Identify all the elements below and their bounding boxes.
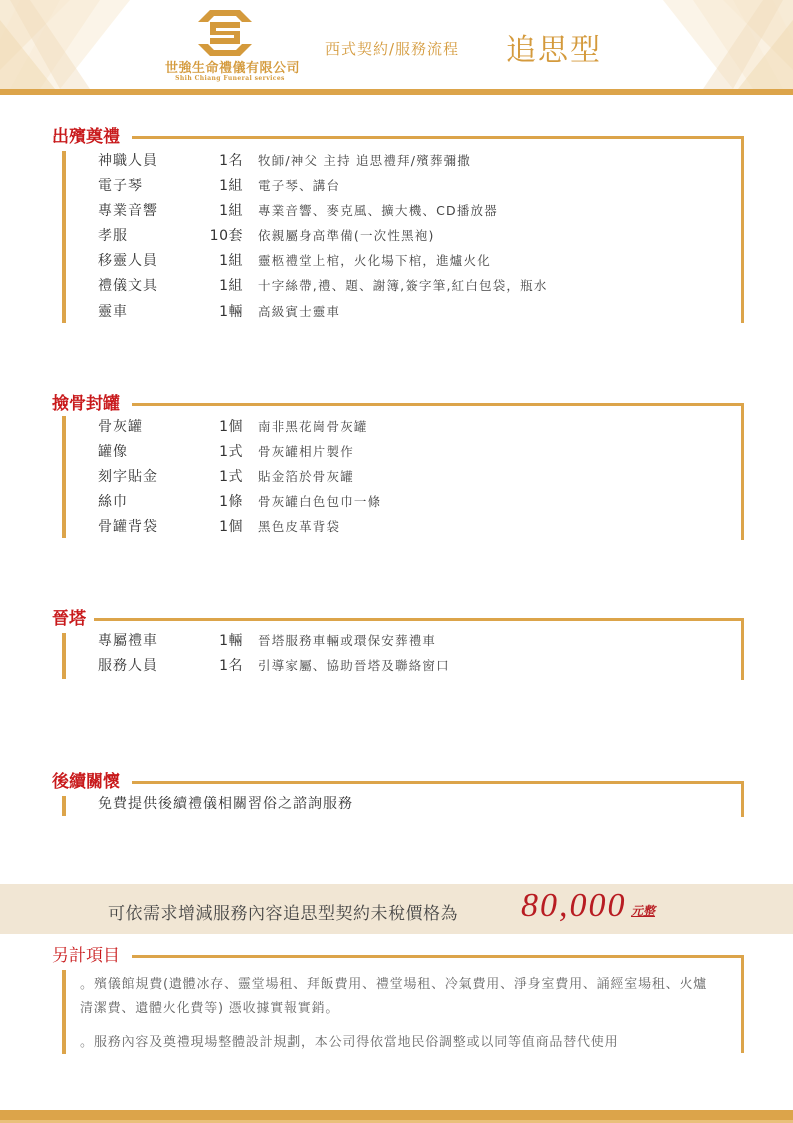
item-qty: 1組 [219, 278, 243, 294]
item-name: 專業音響 [98, 203, 158, 219]
section-columbarium [0, 609, 793, 684]
item-desc: 晉塔服務車輛或環保安葬禮車 [258, 633, 437, 648]
item-name: 罐像 [98, 444, 128, 460]
section-top-rule [132, 781, 744, 784]
section-title: 晉塔 [52, 609, 86, 629]
item-name: 移靈人員 [98, 253, 158, 269]
item-desc: 牧師/神父 主持 追思禮拜/殯葬彌撒 [258, 153, 471, 168]
item-qty: 1名 [219, 658, 243, 674]
item-qty: 1輛 [219, 304, 243, 320]
item-name: 神職人員 [98, 153, 158, 169]
section-title: 出殯奠禮 [52, 127, 120, 147]
item-desc: 十字絲帶,禮、題、謝簿,簽字筆,紅白包袋，瓶水 [258, 278, 548, 293]
item-name: 禮儀文具 [98, 278, 158, 294]
section-left-bar [62, 796, 66, 816]
item-name: 刻字貼金 [98, 469, 158, 485]
item-desc: 南非黑花崗骨灰罐 [258, 419, 368, 434]
item-desc: 依親屬身高準備(一次性黑袍) [258, 228, 435, 243]
item-qty: 1式 [219, 469, 243, 485]
item-name: 電子琴 [98, 178, 143, 194]
section-left-bar [62, 970, 66, 1054]
section-right-rule [741, 403, 744, 540]
section-title: 撿骨封罐 [52, 394, 120, 414]
section-left-bar [62, 151, 66, 323]
item-name: 絲巾 [98, 494, 128, 510]
item-qty: 1組 [219, 253, 243, 269]
section-right-rule [741, 781, 744, 817]
header-divider [0, 89, 793, 95]
item-desc: 專業音響、麥克風、擴大機、CD播放器 [258, 203, 498, 218]
section-right-rule [741, 618, 744, 680]
item-qty: 1名 [219, 153, 243, 169]
extra-charge-item [80, 973, 720, 1021]
price-banner [0, 884, 793, 934]
item-name: 服務人員 [98, 658, 158, 674]
section-left-bar [62, 633, 66, 679]
price-amount: 80,000 [521, 887, 627, 924]
item-qty: 1組 [219, 203, 243, 219]
price-unit: 元整 [631, 904, 656, 918]
item-name: 靈車 [98, 304, 128, 320]
item-desc: 電子琴、講台 [258, 178, 341, 193]
company-name-cn: 世強生命禮儀有限公司 [165, 61, 301, 76]
section-aftercare [0, 772, 793, 822]
price-description: 可依需求增減服務內容追思型契約未稅價格為 [108, 904, 458, 924]
footer-bar [0, 1110, 793, 1120]
item-desc: 貼金箔於骨灰罐 [258, 469, 354, 484]
item-qty: 1組 [219, 178, 243, 194]
item-qty: 10套 [209, 228, 243, 244]
item-name: 骨灰罐 [98, 419, 143, 435]
item-name: 孝服 [98, 228, 128, 244]
section-top-rule [94, 618, 744, 621]
item-desc: 靈柩禮堂上棺，火化場下棺，進爐火化 [258, 253, 491, 268]
decorative-diamond-pattern-right [653, 0, 793, 89]
bullet-icon: 。 [80, 1035, 94, 1050]
item-qty: 1個 [219, 519, 243, 535]
section-title: 後續關懷 [52, 772, 120, 792]
item-desc: 骨灰罐相片製作 [258, 444, 354, 459]
section-bone-urn [0, 394, 793, 544]
extra-charge-text: 服務內容及奠禮現場整體設計規劃，本公司得依當地民俗調整或以同等值商品替代使用 [94, 1035, 619, 1050]
item-desc: 高級賓士靈車 [258, 304, 341, 319]
aftercare-note: 免費提供後續禮儀相關習俗之諮詢服務 [98, 796, 353, 812]
item-qty: 1輛 [219, 633, 243, 649]
section-extra-charges [0, 946, 793, 1056]
item-qty: 1個 [219, 419, 243, 435]
item-desc: 骨灰罐白色包巾一條 [258, 494, 382, 509]
company-logo [160, 6, 300, 84]
page-header [0, 0, 793, 89]
company-logo-icon [196, 8, 254, 58]
section-top-rule [132, 136, 744, 139]
page-title: 追思型 [506, 33, 602, 68]
section-right-rule [741, 136, 744, 323]
extra-charge-text: 殯儀館規費(遺體冰存、靈堂場租、拜飯費用、禮堂場租、冷氣費用、淨身室費用、誦經室場租、火爐清潔費、遺體火化費等) 憑收據實報實銷。 [80, 977, 708, 1016]
section-left-bar [62, 416, 66, 538]
section-top-rule [132, 955, 744, 958]
company-name-en: Shih Chiang Funeral services [175, 75, 285, 82]
item-qty: 1式 [219, 444, 243, 460]
item-desc: 黑色皮革背袋 [258, 519, 341, 534]
section-title: 另計項目 [52, 946, 120, 966]
bullet-icon: 。 [80, 977, 94, 992]
decorative-diamond-pattern-left [0, 0, 140, 89]
section-right-rule [741, 955, 744, 1053]
section-top-rule [132, 403, 744, 406]
item-name: 骨罐背袋 [98, 519, 158, 535]
extra-charge-item [80, 1031, 720, 1055]
item-name: 專屬禮車 [98, 633, 158, 649]
item-qty: 1條 [219, 494, 243, 510]
page-subtitle: 西式契約/服務流程 [325, 40, 460, 58]
section-funeral-ceremony [0, 127, 793, 327]
item-desc: 引導家屬、協助晉塔及聯絡窗口 [258, 658, 450, 673]
